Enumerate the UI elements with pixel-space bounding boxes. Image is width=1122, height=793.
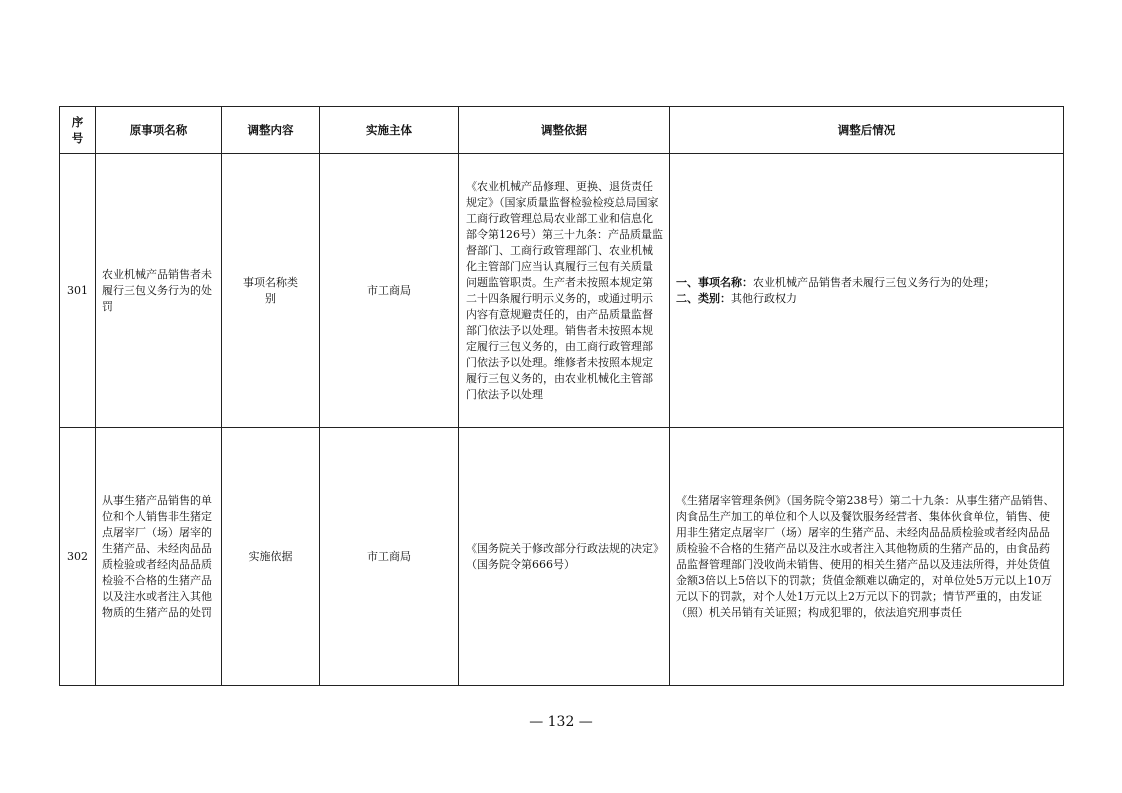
row-adjust-content: 实施依据 [222,428,320,686]
after-line-category: 二、类别：其他行政权力 [676,291,797,305]
row-adjust-basis: 《国务院关于修改部分行政法规的决定》（国务院令第666号） [459,428,670,686]
header-original-name: 原事项名称 [96,107,222,154]
header-implementer: 实施主体 [320,107,459,154]
row-after-adjust: 《生猪屠宰管理条例》（国务院令第238号）第二十九条：从事生猪产品销售、肉食品生产加工的单位和个人以及餐饮服务经营者、集体伙食单位，销售、使用非生猪定点屠宰厂（场）屠宰的生猪产品、未经肉品品质检验或者经肉品品质检验不合格的生猪产品以及注水或者注入其他物质的生猪产品的，由食品药品监督管理部门没收尚未销售、使用的相关生猪产品以及违法所得，并处货值金额3倍以上5倍以下的罚款；货值金额难以确定的，对单位处5万元以上10万元以下的罚款，对个人处1万元以上2万元以下的罚款；情节严重的，由发证（照）机关吊销有关证照；构成犯罪的，依法追究刑事责任 [670,428,1064,686]
table-row [60,154,1064,428]
header-adjust-basis: 调整依据 [459,107,670,154]
row-implementer: 市工商局 [320,428,459,686]
page-number: — 132 — [529,714,593,730]
row-seq: 302 [60,428,96,686]
header-after-adjust: 调整后情况 [670,107,1064,154]
table-row [60,428,1064,686]
row-original-name: 农业机械产品销售者未履行三包义务行为的处罚 [96,154,222,428]
row-adjust-content: 事项名称类别 [222,154,320,428]
header-seq: 序 号 [60,107,96,154]
after-line-name: 一、事项名称：农业机械产品销售者未履行三包义务行为的处理； [676,275,995,289]
header-adjust-content: 调整内容 [222,107,320,154]
adjustment-table [59,106,1064,686]
row-seq: 301 [60,154,96,428]
row-implementer: 市工商局 [320,154,459,428]
table-header-row [60,107,1064,154]
row-original-name: 从事生猪产品销售的单位和个人销售非生猪定点屠宰厂（场）屠宰的生猪产品、未经肉品品质检验或者经肉品品质检验不合格的生猪产品以及注水或者注入其他物质的生猪产品的处罚 [96,428,222,686]
row-adjust-basis: 《农业机械产品修理、更换、退货责任规定》（国家质量监督检验检疫总局国家工商行政管理总局农业部工业和信息化部令第126号）第三十九条：产品质量监督部门、工商行政管理部门、农业机械化主管部门应当认真履行三包有关质量问题监管职责。生产者未按照本规定第二十四条履行明示义务的，或通过明示内容有意规避责任的，由产品质量监督部门依法予以处理。销售者未按照本规定履行三包义务的，由工商行政管理部门依法予以处理。维修者未按照本规定履行三包义务的，由农业机械化主管部门依法予以处理 [459,154,670,428]
row-after-adjust [670,154,1064,428]
